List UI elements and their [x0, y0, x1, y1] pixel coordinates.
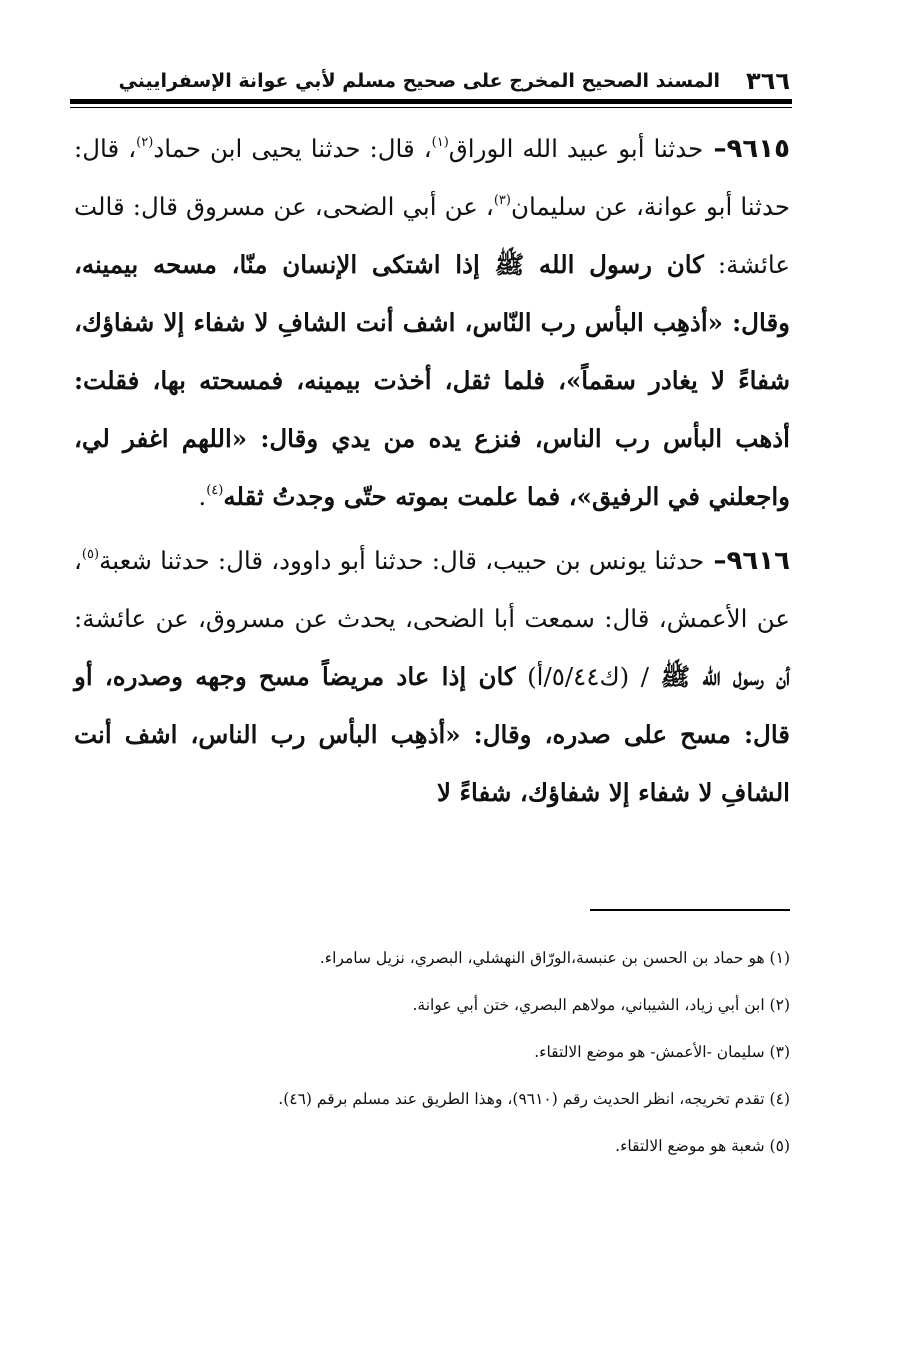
hadith-number: ٩٦١٦: [726, 546, 790, 576]
footnote-4: (٤) تقدم تخريجه، انظر الحديث رقم (٩٦١٠)، وهذا الطريق عند مسلم برقم (٤٦).: [278, 1090, 790, 1108]
footnote-ref: (١): [431, 134, 449, 150]
running-title: المسند الصحيح المخرج على صحيح مسلم لأبي عوانة الإسفراييني: [118, 70, 721, 92]
footnote-3: (٣) سليمان -الأعمش- هو موضع الالتقاء.: [534, 1043, 790, 1061]
isnad-text: حدثنا أبو عبيد الله الوراق: [448, 134, 704, 163]
footnote-ref: (٤): [206, 482, 224, 498]
isnad-text: ، قال: حدثنا أبو عوانة، عن سليمان: [74, 134, 791, 221]
end-mark: .: [198, 482, 207, 511]
footnote-5: (٥) شعبة هو موضع الالتقاء.: [615, 1137, 790, 1155]
matn-text: كان إذا عاد مريضاً مسح وجهه وصدره، أو قال: مسح على صدره، وقال: «أذهِب البأس رب الناس، اشف أنت الشافِ لا شفاء إلا شفاؤك، شفاءً لا: [74, 662, 790, 807]
isnad-text: ، عن أبي الضحى، عن مسروق قال: قالت عائشة:: [74, 192, 790, 279]
hadith-9615: [74, 120, 790, 526]
isnad-text: ، قال: حدثنا يحيى ابن حماد: [153, 134, 432, 163]
header-rule-thick: [70, 99, 792, 104]
footnote-ref: (٢): [136, 134, 154, 150]
isnad-text: حدثنا يونس بن حبيب، قال: حدثنا أبو داوود، قال: حدثنا شعبة: [99, 546, 705, 575]
hadith-number: ٩٦١٥: [726, 134, 790, 164]
page-header: [70, 62, 790, 100]
hadith-dash: –: [704, 546, 727, 576]
footnote-ref: (٣): [493, 192, 511, 208]
page-number: ٣٦٦: [746, 67, 790, 95]
header-rule-thin: [70, 107, 792, 108]
matn-text: كان رسول الله ﷺ إذا اشتكى الإنسان منّا، مسحه بيمينه، وقال: «أذهِب البأس رب النّاس، اشف أنت الشافِ لا شفاء إلا شفاؤك، شفاءً لا يغادر سقماً»، فلما ثقل، أخذت بيمينه، فمسحته بها، فقلت: أذهب البأس رب الناس، فنزع يده من يدي وقال: «اللهم اغفر لي، واجعلني في الرفيق»، فما علمت بموته حتّى وجدتُ ثقله: [74, 250, 790, 511]
hadith-dash: –: [703, 134, 727, 164]
footnote-1: (١) هو حماد بن الحسن بن عنبسة،الورّاق النهشلي، البصري، نزيل سامراء.: [319, 949, 790, 967]
footnote-ref: (٥): [81, 546, 100, 562]
matn-text: أن رسول الله ﷺ: [660, 662, 790, 691]
manuscript-ref: / (ك٥/٤٤/أ): [515, 662, 661, 691]
footnote-2: (٢) ابن أبي زياد، الشيباني، مولاهم البصري، ختن أبي عوانة.: [412, 996, 790, 1014]
footnotes: [90, 935, 790, 1170]
main-text: [74, 120, 790, 822]
hadith-9616: [74, 532, 790, 822]
footnote-separator: [590, 909, 790, 911]
isnad-text: ، عن الأعمش، قال: سمعت أبا الضحى، يحدث عن مسروق، عن عائشة:: [74, 546, 790, 633]
